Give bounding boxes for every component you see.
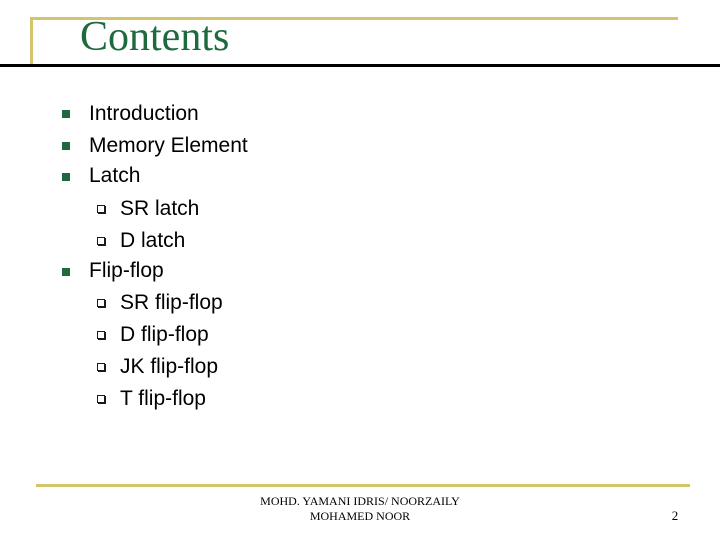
sub-bullet-square-icon xyxy=(97,205,105,213)
sub-list-item: SR flip-flop xyxy=(120,291,223,314)
footer-author-line2: MOHAMED NOOR xyxy=(309,509,411,523)
bullet-square-icon xyxy=(62,268,70,276)
title-frame-left xyxy=(30,17,33,65)
list-item: Flip-flop xyxy=(89,259,164,282)
sub-list-item: D latch xyxy=(120,229,186,252)
sub-list-item: D flip-flop xyxy=(120,323,209,346)
list-item: Latch xyxy=(89,164,141,187)
list-item: Introduction xyxy=(89,102,199,125)
page-number: 2 xyxy=(671,508,679,523)
sub-list-item: SR latch xyxy=(120,197,200,220)
title-divider xyxy=(0,64,720,67)
bullet-square-icon xyxy=(62,173,70,181)
sub-bullet-square-icon xyxy=(97,299,105,307)
sub-bullet-square-icon xyxy=(97,237,105,245)
bullet-square-icon xyxy=(62,110,70,118)
sub-bullet-square-icon xyxy=(97,395,105,403)
footer-author-line1: MOHD. YAMANI IDRIS/ NOORZAILY xyxy=(260,494,460,508)
page-title: Contents xyxy=(80,14,230,60)
sub-bullet-square-icon xyxy=(97,363,105,371)
footer-author xyxy=(238,494,482,524)
sub-bullet-square-icon xyxy=(97,331,105,339)
sub-list-item: JK flip-flop xyxy=(120,355,219,378)
list-item: Memory Element xyxy=(89,134,248,157)
bullet-square-icon xyxy=(62,142,70,150)
sub-list-item: T flip-flop xyxy=(120,387,206,410)
footer-divider xyxy=(36,484,690,487)
